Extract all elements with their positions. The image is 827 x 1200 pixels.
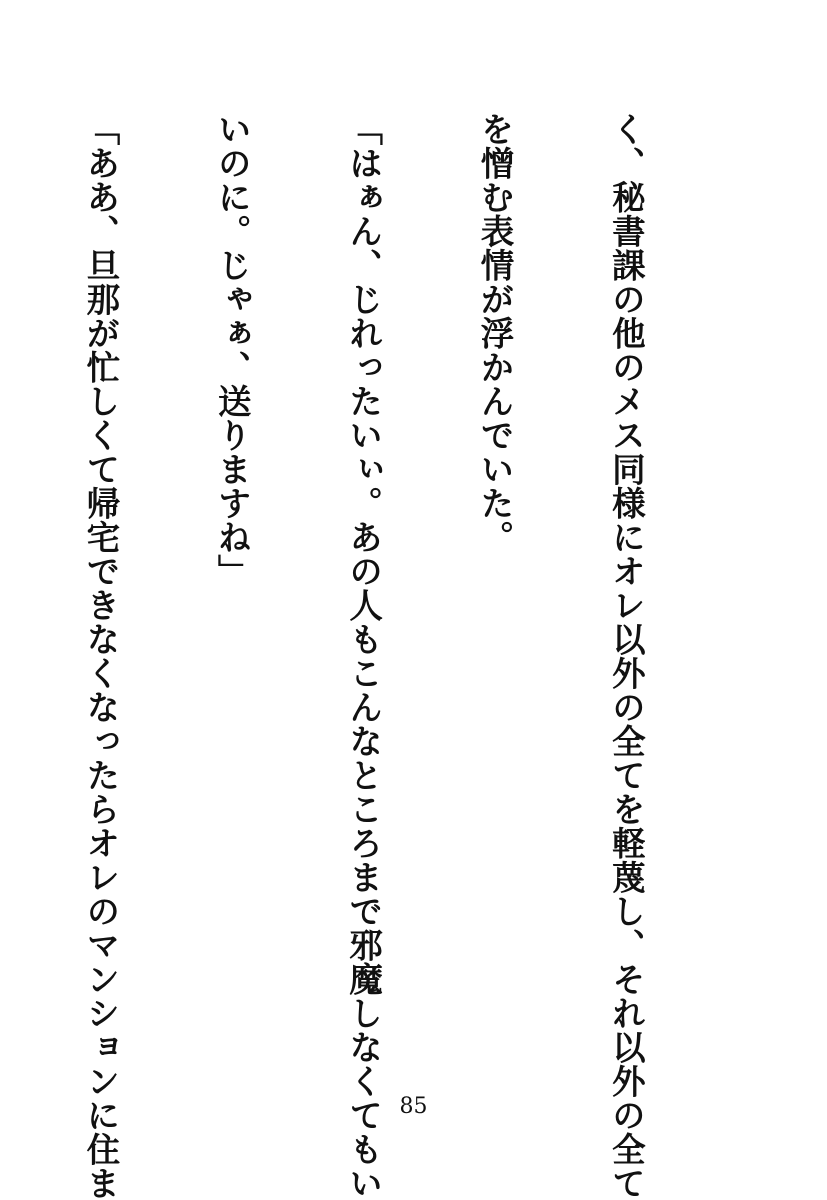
text-line: 「ああ、旦那が忙しくて帰宅できなくなったらオレのマンションに住ま bbox=[80, 112, 120, 1200]
text-line: く、秘書課の他のメス同様にオレ以外の全てを軽蔑し、それ以外の全て bbox=[606, 112, 646, 1200]
text-line: 「はぁん、じれったいぃ。あの人もこんなところまで邪魔しなくてもい bbox=[343, 112, 383, 1200]
text-line: を憎む表情が浮かんでいた。 bbox=[475, 112, 515, 554]
page-number: 85 bbox=[399, 1094, 428, 1119]
text-line: いのに。じゃぁ、送りますね」 bbox=[212, 112, 252, 588]
